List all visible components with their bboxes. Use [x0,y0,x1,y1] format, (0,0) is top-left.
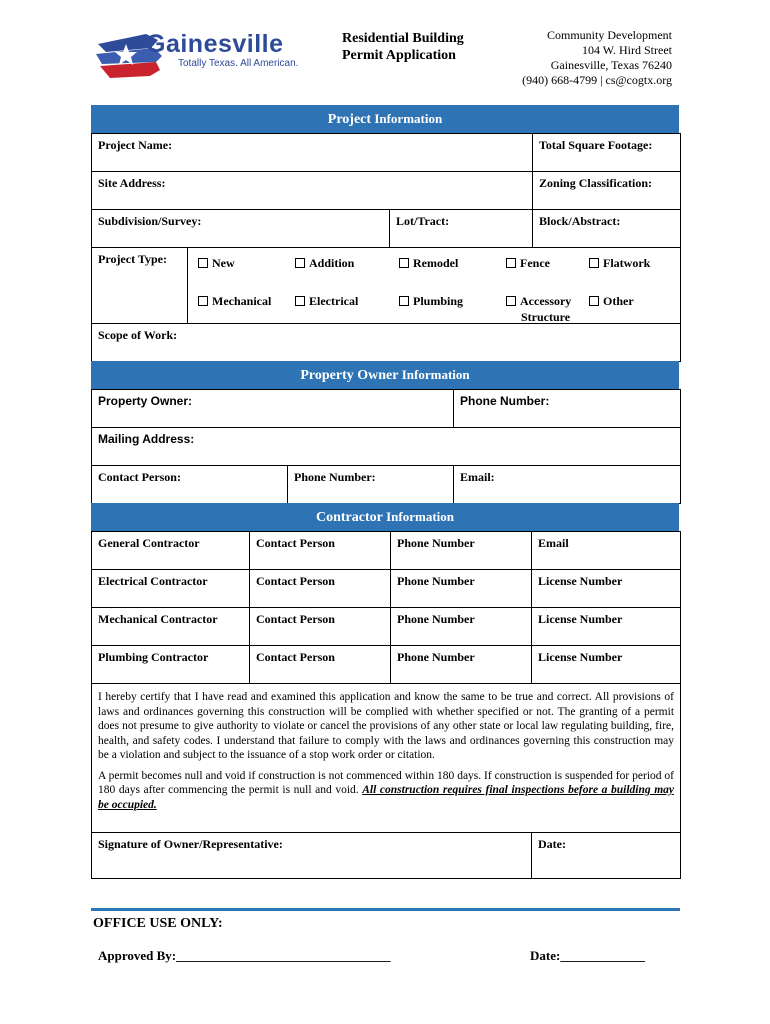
logo-tagline: Totally Texas. All American. [178,58,299,69]
owner-band-title: Property Owner [300,368,399,383]
checkbox-electrical[interactable]: Electrical [295,294,358,309]
table-row [92,570,681,608]
department-address [452,28,672,88]
contact-phone-field[interactable]: Phone Number: [288,466,454,504]
checkbox-accessory[interactable]: Accessory [506,294,571,309]
block-abstract-field[interactable]: Block/Abstract: [533,210,681,248]
signature-field[interactable]: Signature of Owner/Representative: [92,833,532,879]
contractor-type-cell[interactable]: General Contractor [92,532,250,570]
contractor-band-title: Contractor [315,510,383,525]
checkbox-flatwork[interactable]: Flatwork [589,256,650,271]
contractor-contact-cell[interactable]: Contact Person [250,646,391,684]
contractor-type-cell[interactable]: Plumbing Contractor [92,646,250,684]
scope-of-work-field[interactable]: Scope of Work: [92,324,681,362]
form-title-line2: Permit Application [342,48,456,63]
form-title-line1: Residential Building [342,31,464,46]
contractor-info-band [91,503,679,531]
checkbox-plumbing[interactable]: Plumbing [399,294,463,309]
signature-date-field[interactable]: Date: [532,833,681,879]
contractor-table [91,531,681,684]
contractor-phone-cell[interactable]: Phone Number [391,608,532,646]
contractor-type-cell[interactable]: Mechanical Contractor [92,608,250,646]
lot-tract-field[interactable]: Lot/Tract: [390,210,533,248]
checkbox-remodel[interactable]: Remodel [399,256,458,271]
checkbox-addition[interactable]: Addition [295,256,354,271]
owner-band-suffix: Information [398,367,470,382]
table-row [92,532,681,570]
dept-name: Community Development [547,28,672,42]
owner-email-field[interactable]: Email: [454,466,681,504]
contractor-phone-cell[interactable]: Phone Number [391,570,532,608]
contractor-extra-cell[interactable]: License Number [532,608,681,646]
contractor-contact-cell[interactable]: Contact Person [250,570,391,608]
permit-void-text: A permit becomes null and void if construction is not commenced within 180 days. If construction is suspended for period of 180 days after commencing the permit is null and void. [98,769,675,796]
contact-person-field[interactable]: Contact Person: [92,466,288,504]
project-type-cell [92,248,681,324]
site-address-field[interactable]: Site Address: [92,172,533,210]
owner-phone-field[interactable]: Phone Number: [454,390,681,428]
project-type-label: Project Type: [92,248,188,323]
subdivision-field[interactable]: Subdivision/Survey: [92,210,390,248]
office-use-title: OFFICE USE ONLY: [93,916,223,931]
contractor-band-suffix: Information [382,509,454,524]
office-date-field[interactable]: Date:_____________ [530,948,645,963]
contractor-phone-cell[interactable]: Phone Number [391,532,532,570]
owner-info-band [91,361,679,389]
total-sqft-field[interactable]: Total Square Footage: [533,134,681,172]
contractor-contact-cell[interactable]: Contact Person [250,608,391,646]
contractor-extra-cell[interactable]: License Number [532,646,681,684]
contractor-extra-cell[interactable]: Email [532,532,681,570]
dept-city: Gainesville, Texas 76240 [550,58,672,72]
certification-paragraph: I hereby certify that I have read and examined this application and know the same to be true and correct. All provisions of laws and ordinances governing this construction will be complied with whether specified or not. The granting of a permit does not presume to give authority to violate or cancel the provisions of any other state or local law regulating building, fire, health, and safety codes. I understand that failure to comply with the laws and ordinances governing this construction may be a violation and subject to the issuance of a stop work order or citation. [98,691,675,761]
checkbox-new[interactable]: New [198,256,235,271]
property-owner-field[interactable]: Property Owner: [92,390,454,428]
contractor-extra-cell[interactable]: License Number [532,570,681,608]
project-info-band [91,105,679,133]
logo-wordmark: Gainesville [146,30,284,58]
project-name-field[interactable]: Project Name: [92,134,533,172]
dept-contact: (940) 668-4799 | cs@cogtx.org [522,73,672,87]
contractor-contact-cell[interactable]: Contact Person [250,532,391,570]
certification-text [92,684,681,833]
approved-by-field[interactable]: Approved By:_________________________________ [98,948,391,963]
checkbox-other[interactable]: Other [589,294,634,309]
project-band-suffix: Information [371,111,443,126]
table-row [92,608,681,646]
mailing-address-field[interactable]: Mailing Address: [92,428,681,466]
accessory-structure-label: Structure [521,310,571,324]
owner-info-table [91,389,681,504]
project-info-grid [91,133,681,362]
certification-table [91,683,681,879]
contractor-type-cell[interactable]: Electrical Contractor [92,570,250,608]
office-divider [91,908,680,911]
gainesville-logo [96,28,316,80]
checkbox-mechanical[interactable]: Mechanical [198,294,271,309]
table-row [92,646,681,684]
final-inspection-notice: All construction requires final inspections before a building may be occupied. [98,784,675,811]
checkbox-fence[interactable]: Fence [506,256,550,271]
dept-street: 104 W. Hird Street [582,43,672,57]
zoning-field[interactable]: Zoning Classification: [533,172,681,210]
contractor-phone-cell[interactable]: Phone Number [391,646,532,684]
project-band-title: Project [327,112,372,127]
